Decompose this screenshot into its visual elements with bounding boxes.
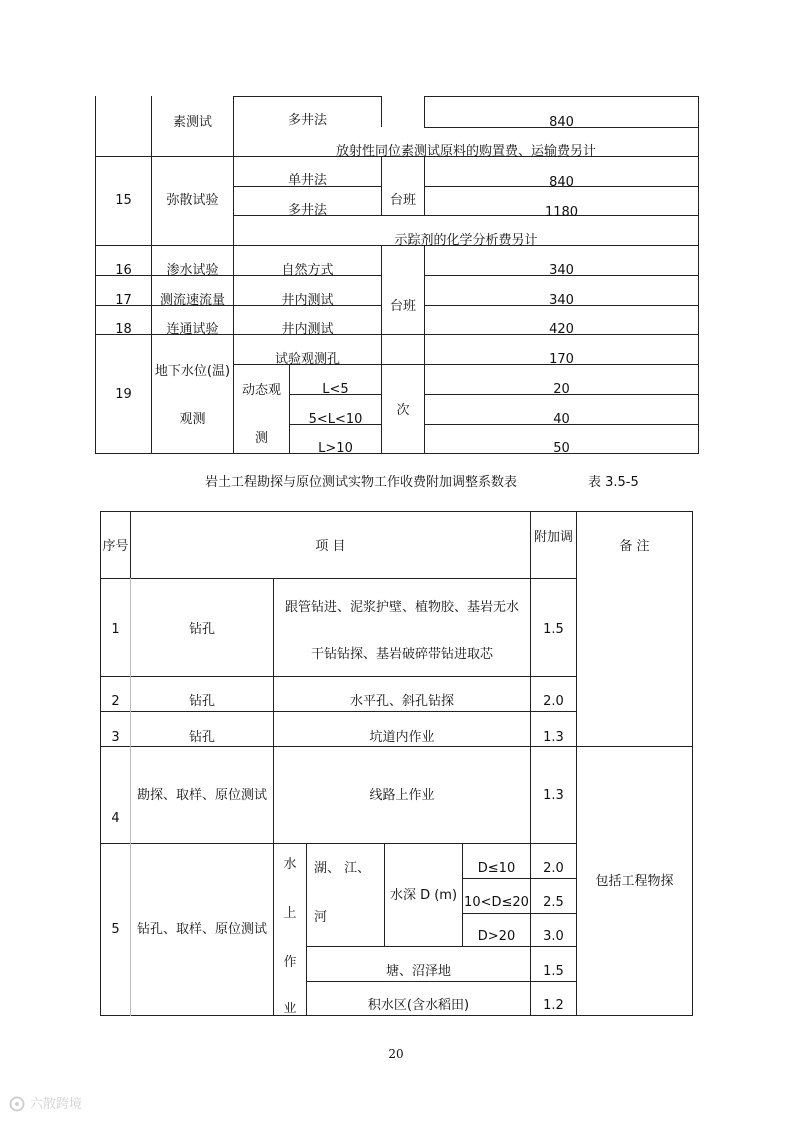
rule [698, 96, 699, 454]
desc-cell: 线路上作业 [369, 787, 435, 803]
note-cell: 示踪剂的化学分析费另计 [394, 232, 538, 248]
range-cell: 5<L<10 [308, 411, 363, 427]
sub-item-cell: 测 [254, 430, 268, 446]
range-cell: L<5 [322, 381, 349, 397]
range-cell: L>10 [318, 440, 353, 456]
row-number: 15 [115, 192, 132, 208]
rule [100, 578, 577, 579]
vertical-char: 作 [283, 954, 297, 970]
row-number: 19 [115, 386, 132, 402]
price-cell: 1180 [544, 204, 579, 220]
item-cell: 弥散试验 [166, 192, 219, 208]
price-cell: 40 [553, 411, 570, 427]
row-number: 5 [111, 921, 120, 937]
waterbody-cell: 湖、 江、 [314, 861, 371, 876]
unit-cell: 次 [396, 402, 410, 418]
waterbody-cell: 河 [314, 910, 328, 925]
rule [100, 746, 692, 747]
watermark-text: 六散跨境 [30, 1097, 83, 1112]
sub-item-cell: 试验观测孔 [274, 351, 340, 367]
rule [100, 511, 101, 1016]
category-cell: 钻孔 [188, 729, 215, 745]
coef-cell: 2.5 [543, 894, 564, 910]
desc-cell: 干钻钻探、基岩破碎带钻进取芯 [310, 646, 493, 662]
coef-cell: 2.0 [543, 860, 564, 876]
header-item: 项 目 [315, 538, 346, 554]
rule [100, 843, 577, 844]
rule [233, 96, 381, 97]
row-number: 17 [115, 292, 132, 308]
price-cell: 340 [549, 262, 574, 278]
row-number: 3 [111, 729, 120, 745]
row-number: 16 [115, 262, 132, 278]
unit-cell: 台班 [389, 192, 416, 208]
category-cell: 钻孔 [188, 693, 215, 709]
table-number: 表 3.5-5 [588, 475, 639, 490]
rule [576, 511, 577, 1016]
rule [100, 711, 577, 712]
header-coef: 附加调 [533, 529, 573, 545]
row-number: 1 [111, 621, 120, 637]
coef-cell: 1.3 [543, 729, 564, 745]
rule [381, 96, 382, 127]
vertical-char: 业 [283, 1002, 297, 1016]
price-cell: 340 [549, 292, 574, 308]
item-cell: 测流速流量 [159, 292, 225, 308]
rule [100, 1015, 692, 1016]
price-cell: 50 [553, 440, 570, 456]
category-cell: 钻孔 [188, 621, 215, 637]
depth-label: 水深 D (m) [389, 887, 458, 903]
page-number: 20 [388, 1047, 404, 1061]
price-cell: 170 [549, 351, 574, 367]
item-cell: 渗水试验 [166, 262, 219, 278]
row-number: 2 [111, 693, 120, 709]
coef-cell: 1.3 [543, 787, 564, 803]
method-cell: 多井法 [287, 202, 327, 218]
rule [100, 511, 692, 512]
item-cell: 观测 [179, 411, 206, 427]
coef-cell: 1.5 [543, 963, 564, 979]
header-no: 序号 [102, 538, 129, 554]
rule [306, 946, 577, 947]
desc-cell: 水平孔、斜孔钻探 [349, 693, 454, 709]
method-cell: 自然方式 [281, 262, 334, 278]
coef-cell: 1.2 [543, 997, 564, 1013]
rule [462, 878, 577, 879]
depth-range: D>20 [477, 928, 516, 944]
method-cell: 井内测试 [281, 321, 334, 337]
coef-cell: 3.0 [543, 928, 564, 944]
desc-cell: 跟管钻进、泥浆护壁、植物胶、基岩无水 [284, 599, 519, 615]
desc-cell: 坑道内作业 [369, 729, 435, 745]
vertical-char: 上 [283, 905, 297, 921]
coef-cell: 2.0 [543, 693, 564, 709]
row-number: 4 [111, 810, 120, 826]
price-cell: 840 [549, 174, 574, 190]
remark-cell: 包括工程物探 [595, 873, 674, 889]
unit-cell: 台班 [389, 298, 416, 314]
price-cell: 20 [553, 381, 570, 397]
method-cell: 井内测试 [281, 292, 334, 308]
item-cell: 素测试 [172, 114, 212, 130]
rule [462, 913, 577, 914]
method-cell: 单井法 [287, 172, 327, 188]
row-number: 18 [115, 321, 132, 337]
item-cell: 连通试验 [166, 321, 219, 337]
sub-item-cell: 动态观 [241, 382, 281, 398]
depth-range: D≤10 [477, 860, 516, 876]
rule [100, 676, 577, 677]
watermark-logo-icon [8, 1095, 28, 1113]
rule [306, 843, 307, 1016]
desc-cell: 积水区(含水稻田) [367, 997, 470, 1013]
vertical-char: 水 [283, 856, 297, 872]
note-cell: 放射性同位素测试原料的购置费、运输费另计 [335, 143, 596, 159]
rule [692, 511, 693, 1016]
category-cell: 钻孔、取样、原位测试 [136, 921, 267, 937]
method-cell: 多井法 [287, 112, 327, 128]
price-cell: 420 [549, 321, 574, 337]
item-cell: 地下水位(温) [154, 363, 231, 379]
table-caption: 岩土工程勘探与原位测试实物工作收费附加调整系数表 [205, 475, 518, 490]
price-cell: 840 [549, 114, 574, 130]
category-cell: 勘探、取样、原位测试 [136, 787, 267, 803]
rule [381, 245, 382, 454]
depth-range: 10<D≤20 [464, 894, 529, 910]
header-remark: 备 注 [619, 538, 650, 554]
rule [424, 96, 698, 97]
rule [306, 981, 577, 982]
desc-cell: 塘、沼泽地 [385, 963, 451, 979]
coef-cell: 1.5 [543, 621, 564, 637]
